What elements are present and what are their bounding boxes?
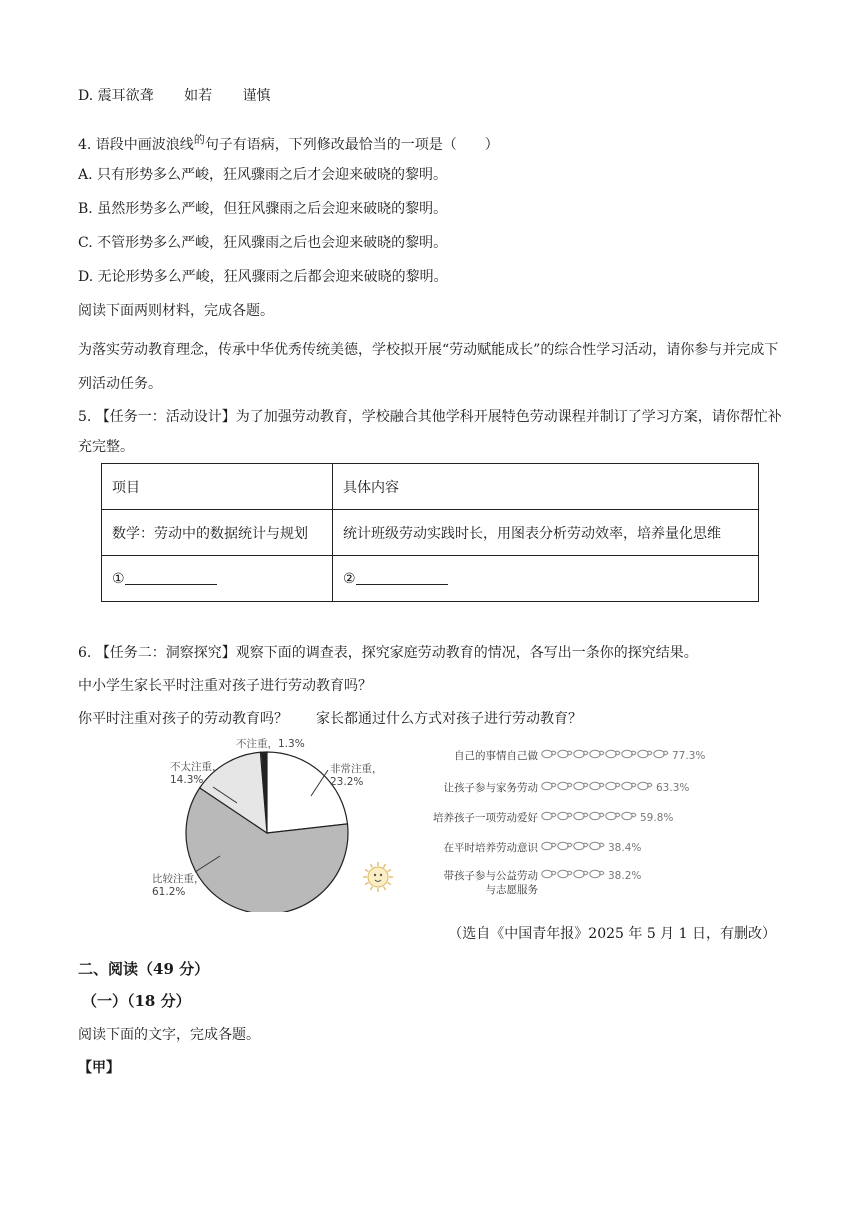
option-word: 震耳欲聋 [97,88,154,104]
sun-ray [384,887,386,890]
sun-icon [368,867,388,887]
instruction-two-materials: 阅读下面两则材料，完成各题。 [78,303,274,319]
hand-icon [590,812,604,820]
hand-icon [542,870,556,878]
hand-icon [622,812,636,820]
category-label: 带孩子参与公益劳动 [443,870,538,882]
plan-table [101,463,759,602]
subsection-title: （一）（18 分） [82,992,191,1010]
question-4 [78,130,499,155]
value-label: 38.2% [608,870,642,882]
sun-ray [371,887,373,890]
hand-icon [606,812,620,820]
hand-icon [558,782,572,790]
value-label: 38.4% [608,842,642,854]
pie-label: 不注重，1.3% [236,738,305,750]
table-header: 具体内容 [333,464,759,510]
hand-icon [574,842,588,850]
q4-superscript: 的 [193,133,205,146]
option-word: 谨慎 [242,88,271,104]
pie-label: 非常注重， [330,763,383,775]
pie-value-label: 23.2% [330,776,364,788]
table-row [102,510,759,556]
sun-ray [388,870,391,872]
question-5: 5. 【任务一：活动设计】为了加强劳动教育，学校融合其他学科开展特色劳动课程并制订了学习方案，请你帮忙补充完整。 [78,409,782,455]
value-label: 59.8% [640,812,674,824]
sun-ray [384,864,386,867]
section-title: 二、阅读（49 分） [78,960,210,978]
chart-captions [78,709,582,729]
hand-icon [590,782,604,790]
hand-icon [606,782,620,790]
hand-icon [574,782,588,790]
hand-icon [574,870,588,878]
table-header-row [102,464,759,510]
hand-icon [590,842,604,850]
hand-icon [542,842,556,850]
option-letter: D. [78,88,94,104]
hand-icon [638,782,652,790]
answer-blank[interactable] [356,570,448,585]
intro-paragraph: 为落实劳动教育理念，传承中华优秀传统美德，学校拟开展“劳动赋能成长”的综合性学习活动，请你参与并完成下列活动任务。 [78,342,779,392]
category-label: 在平时培养劳动意识 [443,842,538,854]
hand-icon [558,750,572,758]
answer-blank[interactable] [125,570,217,585]
category-label: 培养孩子一项劳动爱好 [433,812,538,824]
sun-ray [365,883,368,885]
pie-label: 比较注重， [152,873,205,885]
value-label: 63.3% [656,782,690,794]
table-cell: 统计班级劳动实践时长，用图表分析劳动效率，培养量化思维 [333,510,759,556]
table-cell-blank [102,556,333,602]
sun-eye [380,874,382,876]
sun-eye [374,874,376,876]
hand-icon [574,750,588,758]
sun-ray [365,870,368,872]
category-label: 与志愿服务 [485,884,538,896]
hand-icon [622,750,636,758]
hand-icon [654,750,668,758]
blank-number: ② [343,571,356,587]
category-label: 让孩子参与家务劳动 [443,782,538,794]
q3-option-d [78,86,271,106]
hand-icon [542,750,556,758]
hand-icon [590,870,604,878]
hand-icon [558,812,572,820]
source-citation: （选自《中国青年报》2025 年 5 月 1 日，有删改） [448,926,776,942]
hand-icon [558,842,572,850]
blank-number: ① [112,571,125,587]
option-word: 如若 [184,88,213,104]
sun-ray [388,883,391,885]
instruction-read-text: 阅读下面的文字，完成各题。 [78,1027,260,1043]
q4-suffix: 句子有语病，下列修改最恰当的一项是（ ） [204,137,499,153]
hand-icon [638,750,652,758]
pie-chart [152,737,383,912]
q4-option-c: C. 不管形势多么严峻，狂风骤雨之后也会迎来破晓的黎明。 [78,235,448,251]
pie-value-label: 14.3% [170,774,204,786]
table-row [102,556,759,602]
hand-icon [590,750,604,758]
hand-icon [622,782,636,790]
label-jia: 【甲】 [78,1060,120,1076]
survey-figure [140,732,740,912]
q4-option-d: D. 无论形势多么严峻，狂风骤雨之后都会迎来破晓的黎明。 [78,269,448,285]
q4-option-a: A. 只有形势多么严峻，狂风骤雨之后才会迎来破晓的黎明。 [78,167,448,183]
table-cell-blank [333,556,759,602]
value-label: 77.3% [672,750,706,762]
table-header: 项目 [102,464,333,510]
pie-label: 不太注重， [170,761,223,773]
category-label: 自己的事情自己做 [454,750,538,762]
survey-title: 中小学生家长平时注重对孩子进行劳动教育吗？ [78,678,372,694]
sun-decoration [363,862,393,892]
chart-caption-right: 家长都通过什么方式对孩子进行劳动教育？ [316,711,582,727]
hand-icon [606,750,620,758]
hand-icon [542,782,556,790]
q4-prefix: 4. 语段中画波浪线 [78,137,194,153]
table-cell: 数学：劳动中的数据统计与规划 [102,510,333,556]
method-chart [433,749,705,896]
q4-option-b: B. 虽然形势多么严峻，但狂风骤雨之后会迎来破晓的黎明。 [78,201,448,217]
hand-icon [542,812,556,820]
hand-icon [574,812,588,820]
pie-value-label: 61.2% [152,886,186,898]
sun-ray [371,864,373,867]
hand-icon [558,870,572,878]
chart-caption-left: 你平时注重对孩子的劳动教育吗？ [78,711,288,727]
question-6: 6. 【任务二：洞察探究】观察下面的调查表，探究家庭劳动教育的情况，各写出一条你的探究结果。 [78,645,698,661]
